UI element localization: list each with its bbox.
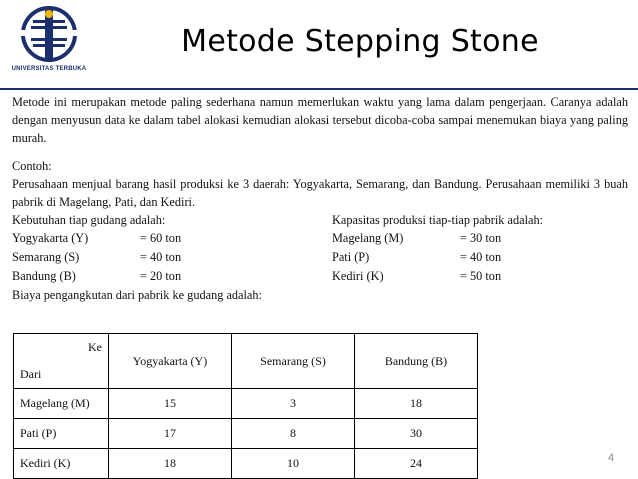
requirement-row bbox=[12, 229, 628, 248]
row-label: Magelang (M) bbox=[14, 389, 109, 419]
table-row bbox=[14, 419, 478, 449]
demand-name: Semarang (S) bbox=[12, 250, 80, 264]
demand-name: Bandung (B) bbox=[12, 269, 76, 283]
cost-header: Biaya pengangkutan dari pabrik ke gudang adalah: bbox=[12, 288, 262, 302]
row-label: Pati (P) bbox=[14, 419, 109, 449]
contoh-paragraph: Perusahaan menjual barang hasil produksi ke 3 daerah: Yogyakarta, Semarang, dan Bandung. Perusahaan memiliki 3 buah pabrik di Magelang, Pati, dan Kediri. bbox=[12, 177, 628, 209]
supply-name: Magelang (M) bbox=[332, 231, 404, 245]
demand-value: = 20 ton bbox=[140, 269, 182, 283]
requirement-row bbox=[12, 248, 628, 267]
university-emblem-icon bbox=[19, 6, 79, 64]
intro-paragraph: Metode ini merupakan metode paling sederhana namun memerlukan waktu yang lama dalam pengerjaan. Caranya adalah dengan menyusun data ke dalam tabel alokasi kemudian alokasi tersebut dicoba-coba sampai menemukan biaya yang paling murah. bbox=[12, 95, 628, 145]
column-header: Yogyakarta (Y) bbox=[109, 334, 232, 389]
requirement-row bbox=[12, 267, 628, 286]
table-cell: 17 bbox=[109, 419, 232, 449]
page-number: 4 bbox=[608, 452, 615, 464]
supply-header: Kapasitas produksi tiap-tiap pabrik adalah: bbox=[332, 213, 544, 227]
table-cell: 24 bbox=[355, 449, 478, 479]
demand-value: = 40 ton bbox=[140, 250, 182, 264]
table-header-row bbox=[14, 334, 478, 389]
supply-value: = 40 ton bbox=[460, 250, 502, 264]
demand-value: = 60 ton bbox=[140, 231, 182, 245]
title-divider bbox=[0, 88, 638, 90]
supply-value: = 30 ton bbox=[460, 231, 502, 245]
table-cell: 15 bbox=[109, 389, 232, 419]
corner-label-dari: Dari bbox=[20, 367, 42, 381]
contoh-label: Contoh: bbox=[12, 159, 52, 173]
requirements-headers bbox=[12, 211, 628, 229]
table-cell: 30 bbox=[355, 419, 478, 449]
slide-content bbox=[12, 93, 628, 304]
demand-name: Yogyakarta (Y) bbox=[12, 231, 89, 245]
university-logo bbox=[6, 6, 92, 80]
table-cell: 18 bbox=[109, 449, 232, 479]
cost-table bbox=[13, 333, 478, 479]
corner-label-ke: Ke bbox=[88, 340, 102, 354]
supply-name: Kediri (K) bbox=[332, 269, 384, 283]
table-corner-cell bbox=[14, 334, 109, 389]
row-label: Kediri (K) bbox=[14, 449, 109, 479]
column-header: Semarang (S) bbox=[232, 334, 355, 389]
table-cell: 18 bbox=[355, 389, 478, 419]
table-row bbox=[14, 449, 478, 479]
slide-title: Metode Stepping Stone bbox=[181, 24, 539, 59]
column-header: Bandung (B) bbox=[355, 334, 478, 389]
demand-header: Kebutuhan tiap gudang adalah: bbox=[12, 213, 166, 227]
table-cell: 10 bbox=[232, 449, 355, 479]
table-cell: 8 bbox=[232, 419, 355, 449]
university-name: UNIVERSITAS TERBUKA bbox=[11, 66, 87, 72]
supply-name: Pati (P) bbox=[332, 250, 370, 264]
table-cell: 3 bbox=[232, 389, 355, 419]
supply-value: = 50 ton bbox=[460, 269, 502, 283]
table-row bbox=[14, 389, 478, 419]
